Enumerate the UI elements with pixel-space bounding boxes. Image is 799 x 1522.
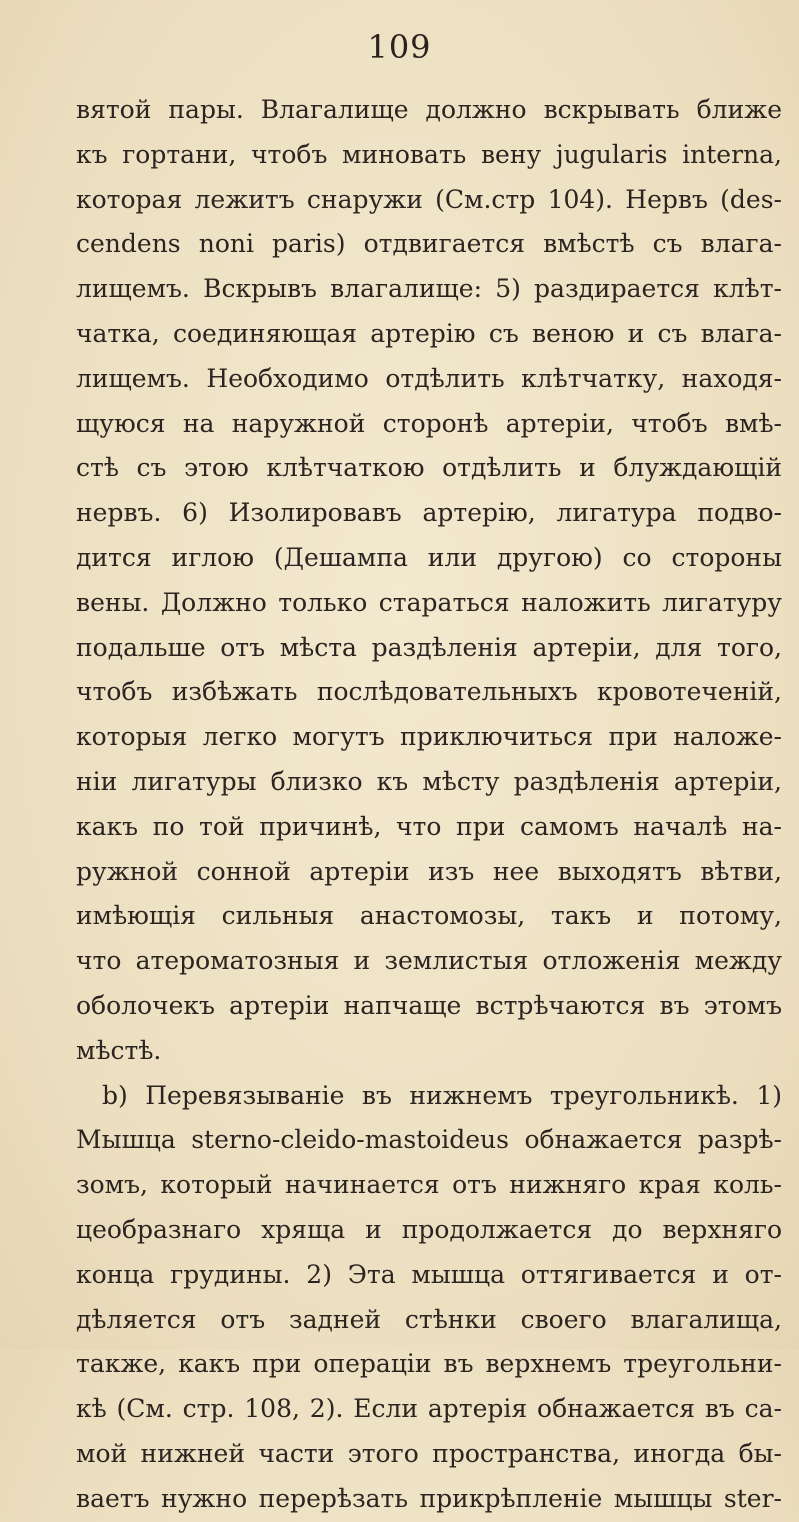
text-line: вятой пары. Влагалище должно вскрывать ближе — [76, 95, 782, 124]
text-line: чатка, соединяющая артерію съ веною и съ влага- — [76, 318, 782, 348]
text-line: мой нижней части этого пространства, иногда бы- — [76, 1438, 782, 1468]
text-line: нервъ. 6) Изолировавъ артерію, лигатура подво- — [76, 498, 782, 528]
text-line: лищемъ. Вскрывъ влагалище: 5) раздирается клѣт- — [76, 274, 782, 304]
section-heading-line: b) Перевязываніе въ нижнемъ треугольникѣ. 1) — [102, 1080, 782, 1110]
text-line: лищемъ. Необходимо отдѣлить клѣтчатку, находя- — [76, 363, 782, 393]
text-line: ружной сонной артеріи изъ нее выходятъ вѣтви, — [76, 856, 782, 886]
text-line: также, какъ при операціи въ верхнемъ треугольни- — [76, 1349, 782, 1379]
text-line: оболочекъ артеріи напчаще встрѣчаются въ этомъ — [76, 990, 782, 1020]
text-line: дится иглою (Дешампа или другою) со стороны — [76, 542, 782, 572]
text-line: которыя легко могутъ приключиться при наложе- — [76, 722, 782, 752]
text-line: которая лежитъ снаружи (См.стр 104). Нервъ (des- — [76, 184, 782, 214]
text-line: Мышца sterno-cleido-mastoideus обнажается разрѣ- — [76, 1125, 782, 1155]
text-line: цеобразнаго хряща и продолжается до верхняго — [76, 1214, 782, 1244]
text-line: что атероматозныя и землистыя отложенія между — [76, 946, 782, 976]
text-line: зомъ, который начинается отъ нижняго края коль- — [76, 1170, 782, 1200]
text-line: какъ по той причинѣ, что при самомъ началѣ на- — [76, 811, 782, 841]
text-line: мѣстѣ. — [76, 1035, 162, 1065]
text-line: дѣляется отъ задней стѣнки своего влагалища, — [76, 1304, 782, 1334]
body-text — [76, 88, 782, 1522]
text-line: вены. Должно только стараться наложить лигатуру — [76, 587, 782, 617]
text-line: щуюся на наружной сторонѣ артеріи, чтобъ вмѣ- — [76, 408, 782, 438]
text-line: къ гортани, чтобъ миновать вену jugularis interna, — [76, 139, 782, 169]
text-line: имѣющія сильныя анастомозы, такъ и потому, — [76, 901, 782, 931]
text-line: ваетъ нужно перерѣзать прикрѣпленіе мышцы ster- — [76, 1483, 782, 1513]
page-number: 109 — [367, 28, 432, 66]
text-line: подальше отъ мѣста раздѣленія артеріи, для того, — [76, 632, 782, 662]
text-line: cendens noni paris) отдвигается вмѣстѣ съ влага- — [76, 229, 782, 259]
text-line: стѣ съ этою клѣтчаткою отдѣлить и блуждающій — [76, 453, 782, 483]
text-line: чтобъ избѣжать послѣдовательныхъ кровотеченій, — [76, 677, 782, 707]
text-line: кѣ (См. стр. 108, 2). Если артерія обнажается въ са- — [76, 1394, 782, 1424]
text-line: конца грудины. 2) Эта мышца оттягивается и от- — [76, 1259, 782, 1289]
text-line: ніи лигатуры близко къ мѣсту раздѣленія артеріи, — [76, 766, 782, 796]
